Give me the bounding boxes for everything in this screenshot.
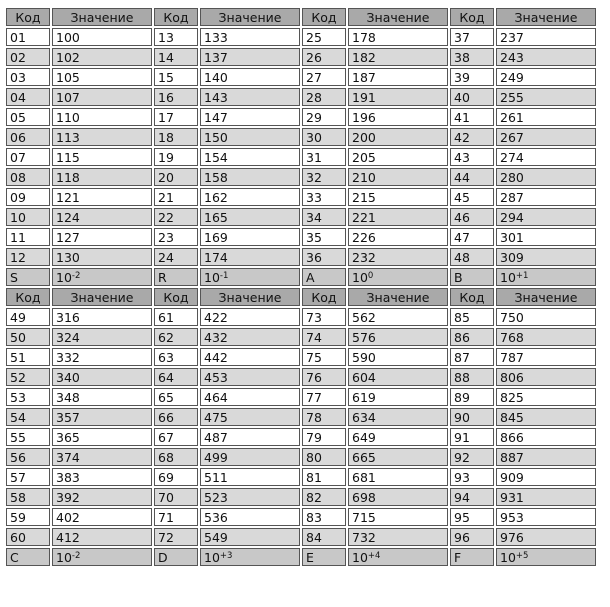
code-cell: 03 [6, 68, 50, 86]
code-cell: 65 [154, 388, 198, 406]
code-cell: 21 [154, 188, 198, 206]
table-row [6, 48, 596, 66]
table-row [6, 328, 596, 346]
value-cell: 178 [348, 28, 448, 46]
code-cell: 90 [450, 408, 494, 426]
table-row [6, 488, 596, 506]
code-cell: 70 [154, 488, 198, 506]
code-cell: 54 [6, 408, 50, 426]
value-cell: 590 [348, 348, 448, 366]
code-cell: 52 [6, 368, 50, 386]
value-cell: 681 [348, 468, 448, 486]
code-cell: 25 [302, 28, 346, 46]
value-cell: 976 [496, 528, 596, 546]
table-row [6, 208, 596, 226]
value-cell: 392 [52, 488, 152, 506]
value-cell: 280 [496, 168, 596, 186]
column-header-value: Значение [348, 8, 448, 26]
code-cell: 11 [6, 228, 50, 246]
value-cell: 137 [200, 48, 300, 66]
value-cell: 499 [200, 448, 300, 466]
code-cell: 31 [302, 148, 346, 166]
table-row [6, 68, 596, 86]
code-cell: 02 [6, 48, 50, 66]
value-cell: 133 [200, 28, 300, 46]
value-cell: 357 [52, 408, 152, 426]
table-row [6, 348, 596, 366]
code-cell: 08 [6, 168, 50, 186]
value-cell: 787 [496, 348, 596, 366]
multiplier-code-cell: D [154, 548, 198, 566]
table-row [6, 188, 596, 206]
multiplier-base: 10 [352, 549, 368, 565]
value-cell: 432 [200, 328, 300, 346]
multiplier-exponent: -1 [219, 270, 229, 281]
column-header-code: Код [302, 288, 346, 306]
code-cell: 26 [302, 48, 346, 66]
value-cell: 340 [52, 368, 152, 386]
multiplier-exponent: +3 [219, 550, 233, 561]
code-cell: 58 [6, 488, 50, 506]
value-cell: 210 [348, 168, 448, 186]
table-row [6, 368, 596, 386]
value-cell: 143 [200, 88, 300, 106]
code-cell: 61 [154, 308, 198, 326]
column-header-value: Значение [348, 288, 448, 306]
value-cell: 931 [496, 488, 596, 506]
code-cell: 41 [450, 108, 494, 126]
table-row [6, 428, 596, 446]
code-cell: 20 [154, 168, 198, 186]
code-cell: 53 [6, 388, 50, 406]
code-cell: 55 [6, 428, 50, 446]
code-cell: 80 [302, 448, 346, 466]
column-header-value: Значение [200, 288, 300, 306]
code-cell: 12 [6, 248, 50, 266]
value-cell: 634 [348, 408, 448, 426]
code-cell: 85 [450, 308, 494, 326]
value-cell: 845 [496, 408, 596, 426]
value-cell: 174 [200, 248, 300, 266]
multiplier-value-cell [348, 548, 448, 566]
value-cell: 665 [348, 448, 448, 466]
code-cell: 96 [450, 528, 494, 546]
column-header-code: Код [450, 8, 494, 26]
code-cell: 29 [302, 108, 346, 126]
table-body [6, 8, 596, 566]
value-cell: 226 [348, 228, 448, 246]
code-cell: 50 [6, 328, 50, 346]
value-cell: 261 [496, 108, 596, 126]
code-cell: 86 [450, 328, 494, 346]
code-cell: 24 [154, 248, 198, 266]
multiplier-exponent: -2 [71, 270, 81, 281]
value-cell: 576 [348, 328, 448, 346]
multiplier-value-cell [496, 548, 596, 566]
multiplier-exponent: 0 [367, 270, 374, 281]
multiplier-value-cell [52, 268, 152, 286]
value-cell: 274 [496, 148, 596, 166]
value-cell: 255 [496, 88, 596, 106]
code-cell: 72 [154, 528, 198, 546]
value-cell: 402 [52, 508, 152, 526]
value-cell: 825 [496, 388, 596, 406]
column-header-code: Код [302, 8, 346, 26]
value-cell: 165 [200, 208, 300, 226]
table-row [6, 528, 596, 546]
code-cell: 34 [302, 208, 346, 226]
value-cell: 365 [52, 428, 152, 446]
value-cell: 267 [496, 128, 596, 146]
code-cell: 15 [154, 68, 198, 86]
table-row [6, 88, 596, 106]
code-cell: 76 [302, 368, 346, 386]
code-cell: 56 [6, 448, 50, 466]
value-cell: 118 [52, 168, 152, 186]
value-cell: 698 [348, 488, 448, 506]
header-row [6, 288, 596, 306]
multiplier-value-cell [200, 548, 300, 566]
value-cell: 909 [496, 468, 596, 486]
value-cell: 374 [52, 448, 152, 466]
code-cell: 89 [450, 388, 494, 406]
multiplier-base: 10 [352, 269, 368, 285]
multiplier-base: 10 [56, 269, 72, 285]
multiplier-code-cell: F [450, 548, 494, 566]
code-cell: 40 [450, 88, 494, 106]
code-cell: 01 [6, 28, 50, 46]
value-cell: 221 [348, 208, 448, 226]
value-cell: 412 [52, 528, 152, 546]
value-cell: 287 [496, 188, 596, 206]
column-header-value: Значение [496, 288, 596, 306]
value-cell: 887 [496, 448, 596, 466]
code-cell: 32 [302, 168, 346, 186]
code-cell: 73 [302, 308, 346, 326]
multiplier-value-cell [200, 268, 300, 286]
value-cell: 316 [52, 308, 152, 326]
value-cell: 750 [496, 308, 596, 326]
value-cell: 150 [200, 128, 300, 146]
value-cell: 649 [348, 428, 448, 446]
value-cell: 200 [348, 128, 448, 146]
table-row [6, 128, 596, 146]
code-cell: 62 [154, 328, 198, 346]
code-cell: 35 [302, 228, 346, 246]
value-cell: 158 [200, 168, 300, 186]
table-row [6, 388, 596, 406]
code-cell: 81 [302, 468, 346, 486]
code-cell: 23 [154, 228, 198, 246]
code-cell: 60 [6, 528, 50, 546]
code-cell: 77 [302, 388, 346, 406]
column-header-value: Значение [200, 8, 300, 26]
code-cell: 95 [450, 508, 494, 526]
code-cell: 28 [302, 88, 346, 106]
code-cell: 05 [6, 108, 50, 126]
multiplier-row [6, 268, 596, 286]
value-cell: 383 [52, 468, 152, 486]
code-cell: 87 [450, 348, 494, 366]
table-row [6, 468, 596, 486]
multiplier-base: 10 [500, 269, 516, 285]
value-cell: 332 [52, 348, 152, 366]
code-cell: 91 [450, 428, 494, 446]
code-cell: 07 [6, 148, 50, 166]
code-cell: 09 [6, 188, 50, 206]
value-cell: 604 [348, 368, 448, 386]
value-cell: 309 [496, 248, 596, 266]
code-cell: 93 [450, 468, 494, 486]
multiplier-value-cell [52, 548, 152, 566]
code-cell: 68 [154, 448, 198, 466]
code-cell: 88 [450, 368, 494, 386]
code-cell: 42 [450, 128, 494, 146]
multiplier-base: 10 [204, 269, 220, 285]
code-cell: 67 [154, 428, 198, 446]
column-header-code: Код [450, 288, 494, 306]
value-cell: 442 [200, 348, 300, 366]
code-cell: 45 [450, 188, 494, 206]
value-cell: 475 [200, 408, 300, 426]
value-cell: 549 [200, 528, 300, 546]
code-cell: 39 [450, 68, 494, 86]
code-cell: 74 [302, 328, 346, 346]
value-cell: 953 [496, 508, 596, 526]
table-row [6, 228, 596, 246]
eia96-code-table [4, 6, 598, 568]
multiplier-code-cell: B [450, 268, 494, 286]
table-row [6, 148, 596, 166]
value-cell: 140 [200, 68, 300, 86]
value-cell: 562 [348, 308, 448, 326]
value-cell: 523 [200, 488, 300, 506]
column-header-code: Код [6, 288, 50, 306]
table-row [6, 248, 596, 266]
value-cell: 249 [496, 68, 596, 86]
value-cell: 715 [348, 508, 448, 526]
value-cell: 162 [200, 188, 300, 206]
code-cell: 36 [302, 248, 346, 266]
table-row [6, 308, 596, 326]
value-cell: 422 [200, 308, 300, 326]
value-cell: 127 [52, 228, 152, 246]
multiplier-code-cell: A [302, 268, 346, 286]
value-cell: 154 [200, 148, 300, 166]
code-cell: 64 [154, 368, 198, 386]
code-cell: 46 [450, 208, 494, 226]
value-cell: 102 [52, 48, 152, 66]
multiplier-exponent: +1 [515, 270, 529, 281]
multiplier-exponent: -2 [71, 550, 81, 561]
code-cell: 13 [154, 28, 198, 46]
code-cell: 17 [154, 108, 198, 126]
code-cell: 33 [302, 188, 346, 206]
code-cell: 18 [154, 128, 198, 146]
code-cell: 75 [302, 348, 346, 366]
value-cell: 619 [348, 388, 448, 406]
code-cell: 16 [154, 88, 198, 106]
value-cell: 806 [496, 368, 596, 386]
code-cell: 92 [450, 448, 494, 466]
code-cell: 84 [302, 528, 346, 546]
code-cell: 69 [154, 468, 198, 486]
code-cell: 78 [302, 408, 346, 426]
column-header-value: Значение [52, 288, 152, 306]
value-cell: 182 [348, 48, 448, 66]
code-cell: 49 [6, 308, 50, 326]
value-cell: 113 [52, 128, 152, 146]
value-cell: 487 [200, 428, 300, 446]
table-row [6, 408, 596, 426]
value-cell: 348 [52, 388, 152, 406]
code-cell: 43 [450, 148, 494, 166]
code-cell: 22 [154, 208, 198, 226]
multiplier-row [6, 548, 596, 566]
code-cell: 10 [6, 208, 50, 226]
value-cell: 147 [200, 108, 300, 126]
column-header-value: Значение [52, 8, 152, 26]
value-cell: 324 [52, 328, 152, 346]
multiplier-value-cell [348, 268, 448, 286]
table-row [6, 28, 596, 46]
multiplier-base: 10 [204, 549, 220, 565]
value-cell: 196 [348, 108, 448, 126]
value-cell: 232 [348, 248, 448, 266]
multiplier-value-cell [496, 268, 596, 286]
code-cell: 44 [450, 168, 494, 186]
multiplier-code-cell: R [154, 268, 198, 286]
multiplier-exponent: +5 [515, 550, 529, 561]
code-cell: 71 [154, 508, 198, 526]
code-cell: 66 [154, 408, 198, 426]
column-header-code: Код [154, 8, 198, 26]
value-cell: 464 [200, 388, 300, 406]
value-cell: 105 [52, 68, 152, 86]
value-cell: 237 [496, 28, 596, 46]
multiplier-exponent: +4 [367, 550, 381, 561]
code-cell: 27 [302, 68, 346, 86]
value-cell: 115 [52, 148, 152, 166]
value-cell: 866 [496, 428, 596, 446]
value-cell: 107 [52, 88, 152, 106]
code-cell: 83 [302, 508, 346, 526]
value-cell: 130 [52, 248, 152, 266]
value-cell: 301 [496, 228, 596, 246]
multiplier-base: 10 [500, 549, 516, 565]
value-cell: 453 [200, 368, 300, 386]
code-cell: 63 [154, 348, 198, 366]
value-cell: 187 [348, 68, 448, 86]
code-cell: 37 [450, 28, 494, 46]
code-cell: 19 [154, 148, 198, 166]
code-cell: 94 [450, 488, 494, 506]
value-cell: 215 [348, 188, 448, 206]
code-cell: 48 [450, 248, 494, 266]
code-cell: 14 [154, 48, 198, 66]
value-cell: 121 [52, 188, 152, 206]
value-cell: 100 [52, 28, 152, 46]
header-row [6, 8, 596, 26]
value-cell: 169 [200, 228, 300, 246]
table-row [6, 168, 596, 186]
code-cell: 30 [302, 128, 346, 146]
code-cell: 57 [6, 468, 50, 486]
value-cell: 294 [496, 208, 596, 226]
value-cell: 536 [200, 508, 300, 526]
value-cell: 124 [52, 208, 152, 226]
multiplier-code-cell: C [6, 548, 50, 566]
column-header-code: Код [154, 288, 198, 306]
table-row [6, 508, 596, 526]
code-cell: 06 [6, 128, 50, 146]
multiplier-code-cell: S [6, 268, 50, 286]
table-row [6, 448, 596, 466]
code-cell: 04 [6, 88, 50, 106]
column-header-code: Код [6, 8, 50, 26]
code-cell: 51 [6, 348, 50, 366]
value-cell: 732 [348, 528, 448, 546]
value-cell: 768 [496, 328, 596, 346]
value-cell: 511 [200, 468, 300, 486]
table-row [6, 108, 596, 126]
value-cell: 205 [348, 148, 448, 166]
code-cell: 79 [302, 428, 346, 446]
multiplier-code-cell: E [302, 548, 346, 566]
code-cell: 47 [450, 228, 494, 246]
value-cell: 110 [52, 108, 152, 126]
code-cell: 59 [6, 508, 50, 526]
value-cell: 191 [348, 88, 448, 106]
code-cell: 38 [450, 48, 494, 66]
column-header-value: Значение [496, 8, 596, 26]
multiplier-base: 10 [56, 549, 72, 565]
value-cell: 243 [496, 48, 596, 66]
code-cell: 82 [302, 488, 346, 506]
